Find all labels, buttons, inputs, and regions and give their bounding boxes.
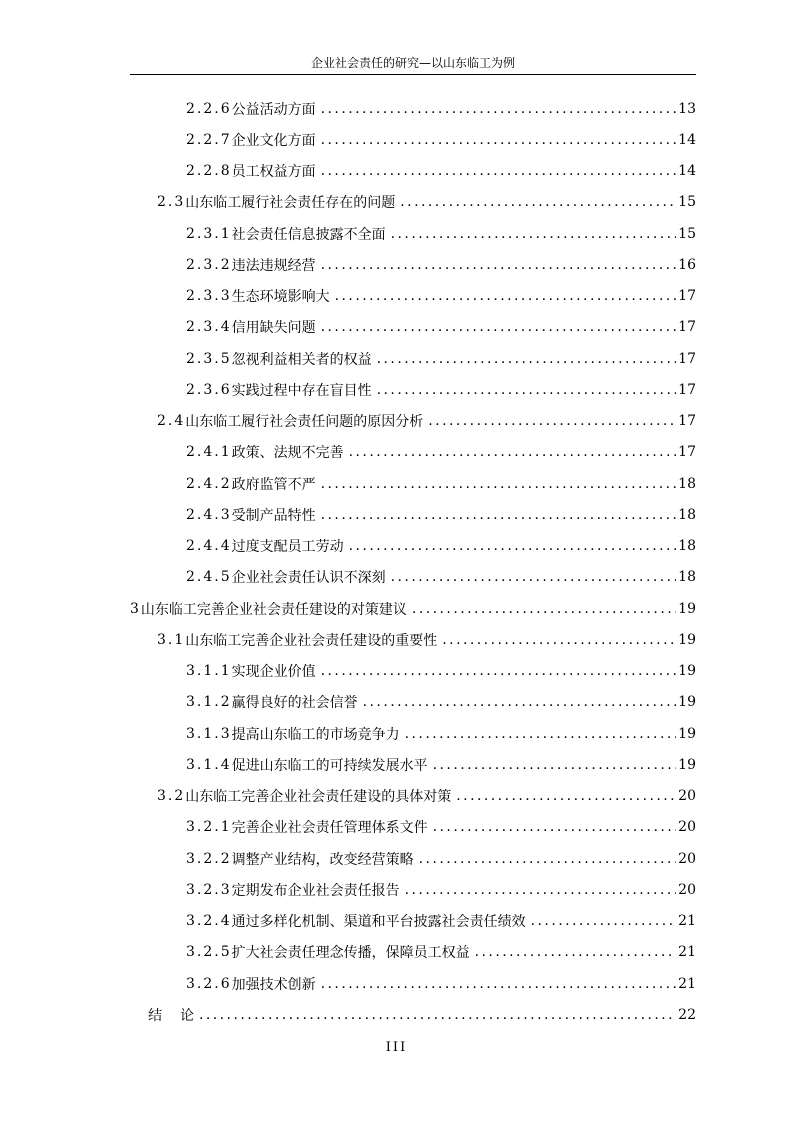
toc-entry-title: 公益活动方面 [231, 101, 316, 118]
toc-entry-title: 受制产品特性 [231, 507, 316, 524]
dot-leader [430, 820, 676, 834]
toc-entry-title: 生态环境影响大 [231, 289, 330, 306]
toc-entry-page: 20 [678, 881, 696, 898]
toc-entry-title: 过度支配员工劳动 [231, 539, 344, 556]
toc-entry-page: 18 [678, 475, 696, 492]
toc-entry-number: 3.2 [157, 788, 186, 805]
toc-entry-title: 定期发布企业社会责任报告 [231, 882, 400, 899]
dot-leader [346, 445, 676, 459]
dot-leader [402, 727, 676, 741]
toc-entry[interactable] [130, 593, 696, 624]
toc-entry[interactable] [130, 937, 696, 968]
dot-leader [472, 945, 676, 959]
toc-entry-number: 3.1.2 [186, 694, 232, 711]
toc-entry-page: 17 [678, 350, 696, 367]
toc-entry[interactable] [130, 437, 696, 468]
dot-leader [318, 508, 676, 522]
toc-entry-page: 17 [678, 319, 696, 336]
toc-entry-number: 2.4.3 [186, 506, 232, 523]
toc-entry-number: 2.4 [157, 413, 186, 430]
toc-entry-page: 21 [678, 975, 696, 992]
toc-entry-title: 山东临工履行社会责任问题的原因分析 [185, 414, 424, 431]
toc-entry-number: 2.4.5 [186, 569, 232, 586]
dot-leader [318, 164, 676, 178]
toc-entry-page: 17 [678, 288, 696, 305]
dot-leader [439, 633, 676, 647]
toc-entry[interactable] [130, 687, 696, 718]
running-header: 企业社会责任的研究—以山东临工为例 [310, 56, 515, 70]
toc-entry-number: 2.4.1 [186, 444, 232, 461]
page-number: III [385, 1040, 408, 1055]
toc-entry[interactable] [130, 187, 696, 218]
toc-entry-title: 企业文化方面 [231, 132, 316, 149]
toc-entry-page: 19 [678, 725, 696, 742]
toc-entry-page: 20 [678, 788, 696, 805]
toc-entry-number: 2.3.3 [186, 288, 232, 305]
toc-entry[interactable] [130, 531, 696, 562]
toc-entry-number: 3.2.1 [186, 819, 232, 836]
toc-entry-title: 调整产业结构，改变经营策略 [231, 851, 414, 868]
dot-leader [346, 539, 676, 553]
toc-entry-title: 信用缺失问题 [231, 320, 316, 337]
toc-entry-title: 违法违规经营 [231, 257, 316, 274]
dot-leader [528, 914, 676, 928]
toc-entry[interactable] [130, 406, 696, 437]
toc-entry-number: 2.3 [157, 194, 186, 211]
toc-entry-page: 22 [678, 1006, 696, 1023]
toc-entry-number: 3.1.3 [186, 725, 232, 742]
toc-entry[interactable] [130, 499, 696, 530]
toc-entry-number: 2.3.4 [186, 319, 232, 336]
dot-leader [430, 758, 676, 772]
toc-entry-number: 2.3.6 [186, 381, 232, 398]
toc-entry-page: 19 [678, 663, 696, 680]
toc-entry[interactable] [130, 812, 696, 843]
toc-entry[interactable] [130, 468, 696, 499]
toc-entry-number: 2.3.1 [186, 225, 232, 242]
dot-leader [374, 352, 676, 366]
toc-entry-number: 2.4.4 [186, 538, 232, 555]
toc-entry-title: 政策、法规不完善 [231, 445, 344, 462]
toc-entry-page: 20 [678, 819, 696, 836]
header-divider [130, 74, 696, 75]
toc-entry-number: 2.2.8 [186, 163, 232, 180]
toc-entry[interactable] [130, 749, 696, 780]
toc-entry[interactable] [130, 374, 696, 405]
toc-entry-page: 21 [678, 944, 696, 961]
toc-entry-number: 2.2.6 [186, 100, 232, 117]
toc-entry-number: 3.1.1 [186, 663, 232, 680]
toc-entry-title: 山东临工完善企业社会责任建设的对策建议 [140, 601, 407, 618]
dot-leader [388, 227, 676, 241]
dot-leader [360, 695, 676, 709]
toc-entry[interactable] [130, 874, 696, 905]
toc-entry-number: 3.2.3 [186, 881, 232, 898]
toc-entry-page: 14 [678, 163, 696, 180]
dot-leader [409, 602, 676, 616]
dot-leader [318, 320, 676, 334]
toc-entry-page: 13 [678, 100, 696, 117]
toc-entry-page: 19 [678, 600, 696, 617]
dot-leader [332, 289, 676, 303]
toc-entry[interactable] [130, 281, 696, 312]
toc-entry-page: 16 [678, 256, 696, 273]
toc-entry[interactable] [130, 93, 696, 124]
toc-entry-number: 2.4.2 [186, 475, 232, 492]
dot-leader [318, 664, 676, 678]
toc-entry-title: 山东临工完善企业社会责任建设的具体对策 [185, 789, 452, 806]
dot-leader [397, 195, 676, 209]
toc-entry-number: 3.2.5 [186, 944, 232, 961]
dot-leader [318, 133, 676, 147]
toc-entry-number: 3.2.6 [186, 975, 232, 992]
toc-entry-title: 通过多样化机制、渠道和平台披露社会责任绩效 [231, 914, 526, 931]
toc-entry-page: 18 [678, 538, 696, 555]
toc-entry-page: 19 [678, 694, 696, 711]
toc-entry[interactable] [130, 999, 696, 1030]
dot-leader [416, 852, 676, 866]
toc-entry-title: 扩大社会责任理念传播，保障员工权益 [231, 945, 470, 962]
toc-entry-page: 18 [678, 506, 696, 523]
toc-entry[interactable] [130, 906, 696, 937]
toc-entry-title: 员工权益方面 [231, 164, 316, 181]
toc-entry-page: 20 [678, 850, 696, 867]
toc-entry-number: 3.1 [157, 631, 186, 648]
toc-entry-number: 3.2.4 [186, 913, 232, 930]
dot-leader [318, 102, 676, 116]
dot-leader [388, 570, 676, 584]
toc-entry[interactable] [130, 656, 696, 687]
toc-entry-title: 促进山东临工的可持续发展水平 [231, 757, 428, 774]
toc-entry-page: 17 [678, 413, 696, 430]
toc-entry[interactable] [130, 624, 696, 655]
toc-entry[interactable] [130, 312, 696, 343]
toc-entry-page: 19 [678, 631, 696, 648]
toc-entry-page: 21 [678, 913, 696, 930]
toc-entry-number: 3.1.4 [186, 756, 232, 773]
toc-entry-number: 3.2.2 [186, 850, 232, 867]
toc-entry[interactable] [130, 781, 696, 812]
toc-entry-title: 完善企业社会责任管理体系文件 [231, 820, 428, 837]
toc-entry-title: 山东临工履行社会责任存在的问题 [185, 195, 396, 212]
dot-leader [425, 414, 676, 428]
toc-entry-page: 17 [678, 444, 696, 461]
dot-leader [318, 477, 676, 491]
toc-entry-title: 提高山东临工的市场竞争力 [231, 726, 400, 743]
toc-entry[interactable] [130, 718, 696, 749]
toc-entry[interactable] [130, 249, 696, 280]
toc-entry-title: 山东临工完善企业社会责任建设的重要性 [185, 632, 438, 649]
dot-leader [402, 883, 676, 897]
toc-entry[interactable] [130, 156, 696, 187]
toc-entry-title: 结 论 [148, 1007, 194, 1024]
toc-entry-title: 企业社会责任认识不深刻 [231, 570, 386, 587]
dot-leader [453, 789, 676, 803]
toc-entry-title: 赢得良好的社会信誉 [231, 695, 358, 712]
toc-entry[interactable] [130, 343, 696, 374]
toc-entry-title: 政府监管不严 [231, 476, 316, 493]
toc-entry-number: 2.3.2 [186, 256, 232, 273]
toc-entry-page: 17 [678, 381, 696, 398]
toc-entry[interactable] [130, 124, 696, 155]
toc-entry-title: 加强技术创新 [231, 976, 316, 993]
toc-entry-page: 19 [678, 756, 696, 773]
dot-leader [318, 258, 676, 272]
table-of-contents [130, 93, 696, 1031]
toc-entry-page: 14 [678, 131, 696, 148]
toc-entry-number: 2.2.7 [186, 131, 232, 148]
toc-entry-page: 18 [678, 569, 696, 586]
toc-entry-number: 3 [130, 600, 141, 617]
toc-entry-title: 实现企业价值 [231, 664, 316, 681]
dot-leader [196, 1008, 676, 1022]
dot-leader [374, 383, 676, 397]
toc-entry-page: 15 [678, 225, 696, 242]
dot-leader [318, 977, 676, 991]
toc-entry[interactable] [130, 843, 696, 874]
toc-entry-number: 2.3.5 [186, 350, 232, 367]
toc-entry-title: 忽视利益相关者的权益 [231, 351, 372, 368]
toc-entry-title: 实践过程中存在盲目性 [231, 382, 372, 399]
toc-entry-title: 社会责任信息披露不全面 [231, 226, 386, 243]
toc-entry[interactable] [130, 562, 696, 593]
toc-entry-page: 15 [678, 194, 696, 211]
toc-entry[interactable] [130, 218, 696, 249]
toc-entry[interactable] [130, 968, 696, 999]
